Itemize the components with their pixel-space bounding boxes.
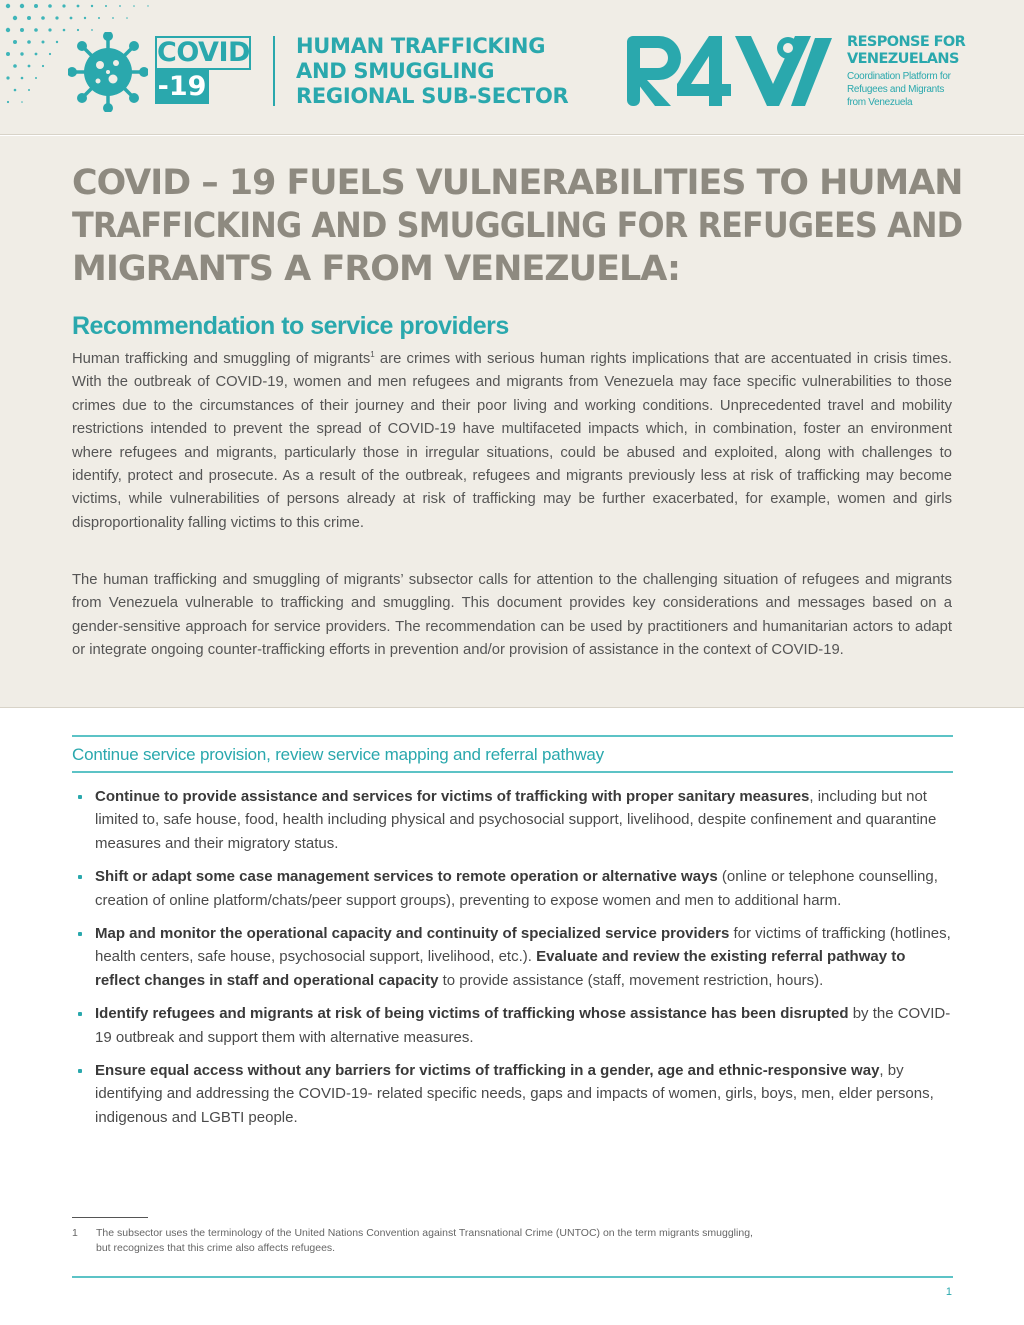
list-item [78, 1002, 953, 1049]
bullet-icon [78, 1069, 82, 1073]
bullet-emphasis: Ensure equal access without any barriers for victims of trafficking in a gender, age and ethnic-responsive way [95, 1062, 880, 1080]
title-line: MIGRANTS A FROM VENEZUELA: [72, 249, 681, 289]
subsector-line: REGIONAL SUB-SECTOR [296, 84, 569, 108]
intro-p1-rest: are crimes with serious human rights implications that are accentuated in crisis times. With the outbreak of COVID-19, women and men refugees and migrants from Venezuela may face specific vulnerabilities to those crimes due to the circumstances of their journey and their poor living and working conditions. Unprecedented travel and mobility restrictions intended to prevent the spread of COVID-19 have multifaceted impacts which, in combination, foster an environment where refugees and migrants, particularly those in irregular situations, could be abused and exploited, along with challenges to identify, protect and prosecute. As a result of the outbreak, refugees and migrants previously less at risk of trafficking may become victims, while vulnerabilities of persons already at risk of trafficking may be further exacerbated, for example, women and girls disproportionality falling victims to this crime. [72, 351, 952, 531]
footnote-divider [72, 1217, 148, 1218]
bullet-text: by the COVID-19 outbreak and support them with alternative measures. [95, 1005, 951, 1046]
bullet-text: , including but not limited to, safe house, food, health including physical and psychosocial support, livelihood, despite confinement and quarantine measures and their migratory status. [95, 788, 937, 852]
footnote-reference[interactable]: 1 [370, 350, 375, 360]
bullet-text: to provide assistance (staff, movement restriction, hours). [438, 971, 824, 989]
section-header [72, 735, 953, 773]
covid-badge-top: COVID [157, 37, 250, 68]
r4v-title [847, 34, 997, 68]
recommendation-list [78, 785, 953, 1139]
page-number: 1 [945, 1286, 952, 1298]
footer-rule [72, 1276, 953, 1278]
r4v-title-line: VENEZUELANS [847, 51, 959, 67]
title-line: TRAFFICKING AND SMUGGLING FOR REFUGEES AND [72, 206, 963, 246]
footnote-number: 1 [72, 1227, 78, 1239]
bullet-text: , by identifying and addressing the COVID-19- related specific needs, gaps and impacts of women, girls, boys, men, elder persons, indigenous and LGBTI people. [95, 1062, 934, 1126]
subsector-line: AND SMUGGLING [296, 59, 495, 83]
r4v-subtitle-line: from Venezuela [847, 97, 913, 108]
list-item [78, 922, 953, 992]
document-title [72, 162, 972, 291]
bullet-icon [78, 795, 82, 799]
footnote-text: The subsector uses the terminology of the United Nations Convention against Transnational Crime (UNTOC) on the term migrants smuggling, but recognizes that this crime also affects refugees. [96, 1227, 753, 1254]
r4v-logo [625, 34, 835, 108]
bullet-emphasis: Continue to provide assistance and services for victims of trafficking with proper sanitary measures [95, 788, 810, 805]
bullet-icon [78, 1012, 82, 1016]
bullet-text: for victims of trafficking (hotlines, health centers, safe house, psychosocial support, livelihood, etc.). [95, 925, 951, 966]
coronavirus-icon [68, 32, 148, 112]
r4v-title-line: RESPONSE FOR [847, 34, 966, 50]
bullet-text: (online or telephone counselling, creation of online platform/chats/peer support groups), preventing to expose women and men to additional harm. [95, 868, 938, 909]
bullet-emphasis: Evaluate and review the existing referral pathway to reflect changes in staff and operational capacity [95, 948, 906, 989]
bullet-emphasis: Shift or adapt some case management services to remote operation or alternative ways [95, 868, 718, 886]
title-line: COVID – 19 FUELS VULNERABILITIES TO HUMAN [72, 163, 963, 203]
covid-badge-bottom: -19 [155, 70, 209, 104]
bullet-emphasis: Map and monitor the operational capacity and continuity of specialized service providers [95, 925, 730, 943]
recommendation-heading: Recommendation to service providers [72, 312, 509, 340]
intro-paragraph-2: The human trafficking and smuggling of migrants’ subsector calls for attention to the challenging situation of refugees and migrants from Venezuela vulnerable to trafficking and smuggling. This document provides key considerations and messages based on a gender-sensitive approach for service providers. The recommendation can be used by practitioners and humanitarian actors to adapt or integrate ongoing counter-trafficking efforts in prevention and/or provision of assistance in the context of COVID-19. [72, 572, 952, 659]
subsector-title [296, 34, 576, 109]
list-item [78, 865, 953, 912]
intro-p1-start: Human trafficking and smuggling of migrants [72, 351, 371, 367]
header-divider [273, 36, 275, 106]
intro-paragraph-1 [72, 348, 952, 535]
list-item [78, 785, 953, 855]
list-item [78, 1059, 953, 1129]
document-header [0, 0, 1024, 135]
r4v-subtitle-line: Coordination Platform for [847, 71, 951, 82]
r4v-subtitle-line: Refugees and Migrants [847, 84, 945, 95]
section-title: Continue service provision, review service mapping and referral pathway [72, 745, 604, 764]
bullet-icon [78, 875, 82, 879]
r4v-subtitle [847, 70, 997, 109]
bullet-icon [78, 932, 82, 936]
subsector-line: HUMAN TRAFFICKING [296, 34, 546, 58]
covid-19-badge [155, 36, 251, 104]
bullet-emphasis: Identify refugees and migrants at risk of being victims of trafficking whose assistance has been disrupted [95, 1005, 849, 1023]
